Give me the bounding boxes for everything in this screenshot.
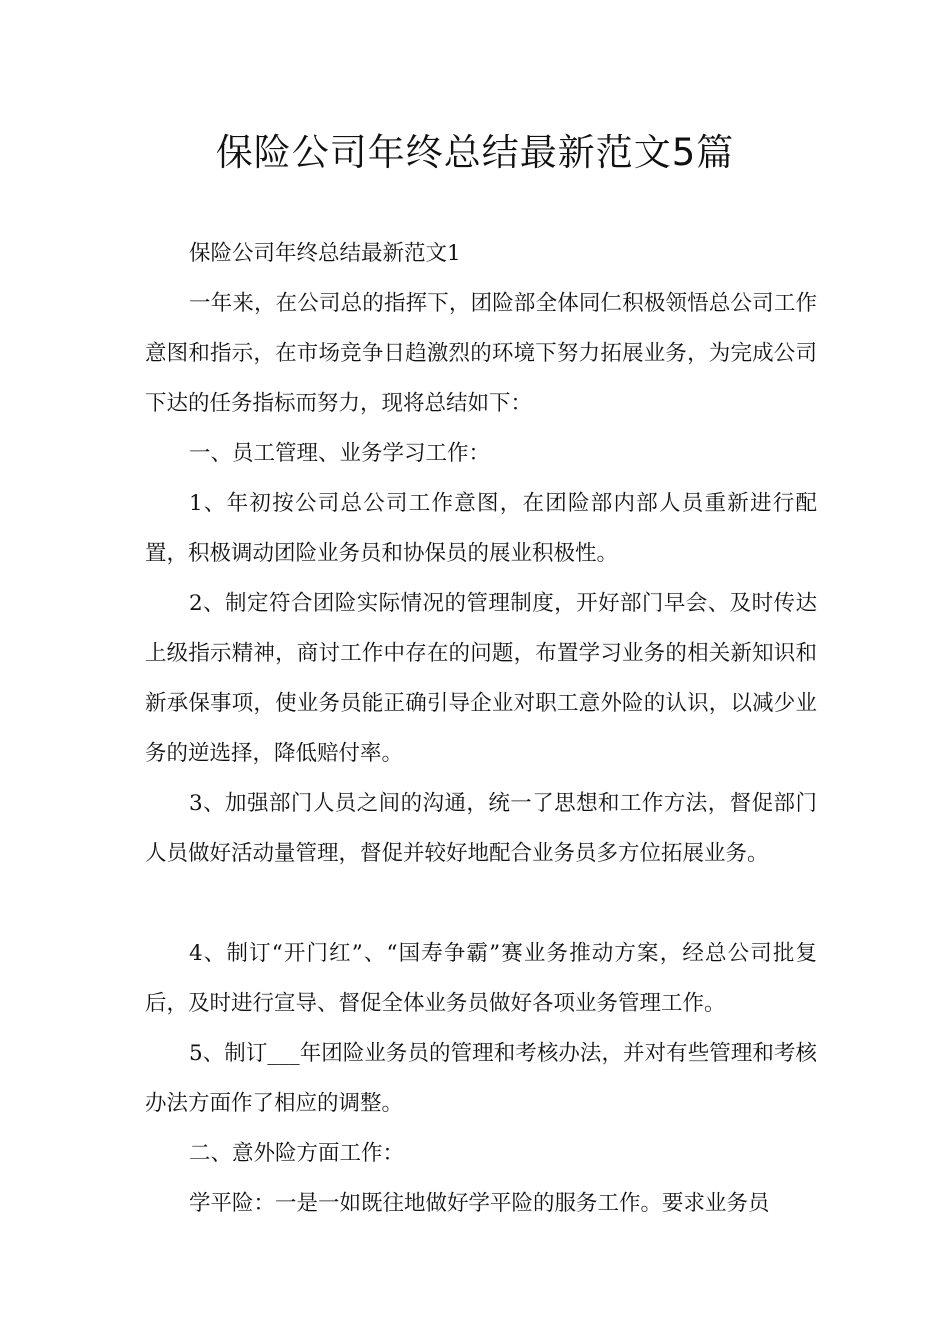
paragraph-item-5: 5、制订___年团险业务员的管理和考核办法，并对有些管理和考核办法方面作了相应的调整。 (145, 1041, 817, 1116)
section-heading-accident-insurance: 二、意外险方面工作： (189, 1141, 405, 1166)
paragraph-item-3: 3、加强部门人员之间的沟通，统一了思想和工作方法，督促部门人员做好活动量管理，督促并较好地配合业务员多方位拓展业务。 (145, 791, 817, 866)
paragraph-subtitle: 保险公司年终总结最新范文1 (189, 241, 461, 266)
document-body (145, 229, 817, 1229)
paragraph-item-2: 2、制定符合团险实际情况的管理制度，开好部门早会、及时传达上级指示精神，商讨工作中存在的问题，布置学习业务的相关新知识和新承保事项，使业务员能正确引导企业对职工意外险的认识，以减少业务的逆选择，降低赔付率。 (145, 591, 817, 766)
paragraph-item-4: 4、制订“开门红”、“国寿争霸”赛业务推动方案，经总公司批复后，及时进行宣导、督促全体业务员做好各项业务管理工作。 (145, 941, 817, 1016)
section-heading-staff-management: 一、员工管理、业务学习工作： (189, 441, 491, 466)
document-title: 保险公司年终总结最新范文5篇 (215, 131, 735, 174)
paragraph-intro: 一年来，在公司总的指挥下，团险部全体同仁积极领悟总公司工作意图和指示，在市场竞争日趋激烈的环境下努力拓展业务，为完成公司下达的任务指标而努力，现将总结如下： (145, 291, 817, 416)
paragraph-item-1: 1、年初按公司总公司工作意图，在团险部内部人员重新进行配置，积极调动团险业务员和协保员的展业积极性。 (145, 491, 817, 566)
paragraph-student-insurance: 学平险：一是一如既往地做好学平险的服务工作。要求业务员 (189, 1191, 770, 1216)
